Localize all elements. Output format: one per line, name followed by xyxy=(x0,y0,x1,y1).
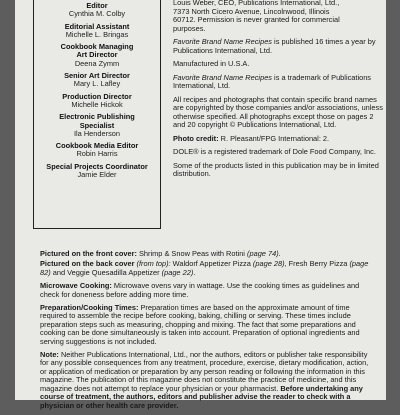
magazine-title: Favorite Brand Name Recipes xyxy=(173,72,272,82)
staff-role: Production Director xyxy=(62,91,132,101)
magazine-page xyxy=(15,0,386,410)
staff-role: Art Director xyxy=(76,50,118,60)
microwave-note: Microwave Cooking: Microwave ovens vary in wattage. Use the cooking times as guidelines and check for doneness before adding more time. xyxy=(40,281,360,299)
disclaimer-bold: Before undertaking any course of treatment, the authors, editors and publisher advise the reader to check with a physician or other health care provider. xyxy=(40,383,363,410)
back-cover-label: Pictured on the back cover xyxy=(40,259,135,269)
staff-name: Ila Henderson xyxy=(73,128,120,138)
back-cover-caption: Pictured on the back cover (from top): Waldorf Appetizer Pizza (page 28), Fresh Berry Pizza (page 82) and Veggie Quesadilla Appetizer (page 22). xyxy=(40,259,369,277)
staff-list xyxy=(34,0,160,179)
staff-name: Mary L. Lafley xyxy=(73,79,121,89)
staff-name: Robin Harris xyxy=(76,149,118,159)
staff-entry xyxy=(34,113,160,138)
staff-name: Deena Zymm xyxy=(74,58,120,68)
notes-section xyxy=(40,250,370,415)
staff-box xyxy=(33,0,161,229)
staff-role: Senior Art Director xyxy=(64,71,130,81)
staff-role: Editorial Assistant xyxy=(64,21,130,31)
staff-name: Michelle Hickok xyxy=(71,99,123,109)
staff-name: Jamie Elder xyxy=(77,170,117,180)
staff-name: Cynthia M. Colby xyxy=(68,9,126,19)
photo-credit: Photo credit: R. Pleasant/FPG International: 2. xyxy=(173,133,330,143)
magazine-title: Favorite Brand Name Recipes xyxy=(173,37,272,46)
staff-entry xyxy=(34,142,160,159)
staff-entry xyxy=(34,43,160,68)
disclaimer-note: Note: Neither Publications International, Ltd., nor the authors, editors or publisher take responsibility for any possible consequences from any treatment, procedure, exercise, dietary modification, action, or application of medication or preparation by any person reading or following the information in this magazine. The publication of this magazine does not constitute the practice of medicine, and this magazine does not attempt to replace your physician or your pharmacist. Before undertaking any course of treatment, the authors, editors and publisher advise the reader to check with a physician or other health care provider. xyxy=(40,350,369,410)
staff-entry xyxy=(34,93,160,110)
staff-entry xyxy=(34,72,160,89)
manufactured-statement: Manufactured in U.S.A. xyxy=(173,59,250,68)
front-cover-label: Pictured on the front cover: xyxy=(40,249,137,258)
staff-role: Specialist xyxy=(79,120,115,130)
frequency-statement: Favorite Brand Name Recipes is published 16 times a year by Publications International, Ltd. xyxy=(173,37,376,55)
staff-entry xyxy=(34,23,160,40)
staff-role: Electronic Publishing xyxy=(59,112,135,122)
distribution-note: Some of the products listed in this publication may be in limited distribution. xyxy=(173,160,379,178)
staff-role: Cookbook Media Editor xyxy=(55,141,139,151)
photo-credit-label: Photo credit: xyxy=(173,133,219,143)
dole-trademark: DOLE® is a registered trademark of Dole Food Company, Inc. xyxy=(173,147,376,156)
staff-entry xyxy=(34,2,160,19)
copyright-statement: All recipes and photographs that contain specific brand names are copyrighted by those companies and/or associations, unless otherwise specified. All photographs except those on pages 2 and 20 copyright © Publications International, Ltd. xyxy=(173,94,383,129)
staff-name: Michelle L. Bringas xyxy=(65,29,129,39)
prep-times-label: Preparation/Cooking Times: xyxy=(40,303,139,313)
staff-role: Special Projects Coordinator xyxy=(46,161,148,171)
publisher-info: Louis Weber, CEO, Publications International, Ltd., 7373 North Cicero Avenue, Lincolnwood, Illinois 60712. Permission is never granted for commercial purposes. xyxy=(173,0,340,33)
note-label: Note: xyxy=(40,350,59,360)
microwave-label: Microwave Cooking: xyxy=(40,281,112,291)
staff-entry xyxy=(34,163,160,180)
staff-role: Cookbook Managing xyxy=(60,42,134,52)
prep-times-note: Preparation/Cooking Times: Preparation times are based on the approximate amount of time required to assemble the recipe before cooking, baking, chilling or serving. These times include preparation steps such as measuring, chopping and mixing. The fact that some preparations and cooking can be done simultaneously is taken into account. Preparation of optional ingredients and serving suggestions is not included. xyxy=(40,303,360,346)
front-cover-caption: Pictured on the front cover: Shrimp & Snow Peas with Rotini (page 74). xyxy=(40,249,281,258)
publication-info xyxy=(173,0,385,184)
staff-role: Editor xyxy=(86,1,108,10)
trademark-statement: Favorite Brand Name Recipes is a trademark of Publications International, Ltd. xyxy=(173,72,371,90)
